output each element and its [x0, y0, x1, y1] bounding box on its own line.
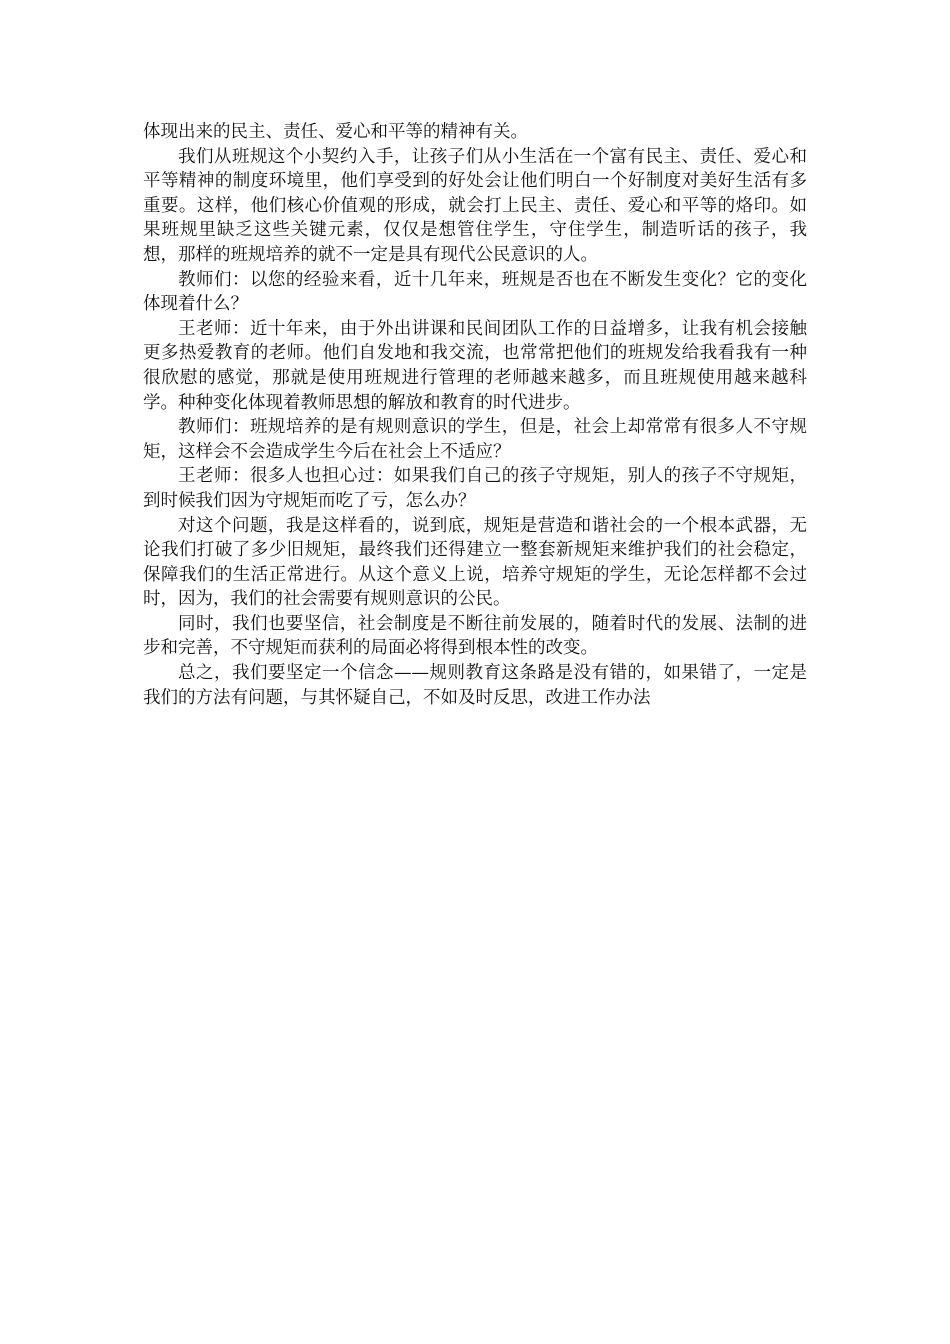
paragraph-answer-view: 对这个问题，我是这样看的，说到底，规矩是营造和谐社会的一个根本武器，无论我们打破了多少旧规矩，最终我们还得建立一整套新规矩来维护我们的社会稳定，保障我们的生活正常进行。从这个意义上说，培养守规矩的学生，无论怎样都不会过时，因为，我们的社会需要有规则意识的公民。: [143, 515, 807, 610]
paragraph-answer-worry: 王老师：很多人也担心过：如果我们自己的孩子守规矩，别人的孩子不守规矩，到时候我们因为守规矩而吃了亏，怎么办？: [143, 466, 807, 511]
document-page: [143, 120, 807, 710]
paragraph-continuation: 体现出来的民主、责任、爱心和平等的精神有关。: [143, 122, 528, 142]
paragraph-answer-belief: 同时，我们也要坚信，社会制度是不断往前发展的，随着时代的发展、法制的进步和完善，不守规矩而获利的局面必将得到根本性的改变。: [143, 613, 807, 659]
paragraph-question-changes: 教师们：以您的经验来看，近十几年来，班规是否也在不断发生变化？它的变化体现着什么？: [143, 269, 807, 315]
paragraph-class-rules-contract: 我们从班规这个小契约入手，让孩子们从小生活在一个富有民主、责任、爱心和平等精神的制度环境里，他们享受到的好处会让他们明白一个好制度对美好生活有多重要。这样，他们核心价值观的形成，就会打上民主、责任、爱心和平等的烙印。如果班规里缺乏这些关键元素，仅仅是想管住学生，守住学生，制造听话的孩子，我想，那样的班规培养的就不一定是具有现代公民意识的人。: [143, 146, 807, 265]
paragraph-question-society: 教师们：班规培养的是有规则意识的学生，但是，社会上却常常有很多人不守规矩，这样会不会造成学生今后在社会上不适应？: [143, 417, 807, 462]
paragraph-conclusion: 总之，我们要坚定一个信念——规则教育这条路是没有错的，如果错了，一定是我们的方法有问题，与其怀疑自己，不如及时反思，改进工作办法: [143, 663, 807, 708]
paragraph-answer-changes: 王老师：近十年来，由于外出讲课和民间团队工作的日益增多，让我有机会接触更多热爱教育的老师。他们自发地和我交流，也常常把他们的班规发给我看我有一种很欣慰的感觉，那就是使用班规进行管理的老师越来越多，而且班规使用越来越科学。种种变化体现着教师思想的解放和教育的时代进步。: [143, 318, 807, 413]
